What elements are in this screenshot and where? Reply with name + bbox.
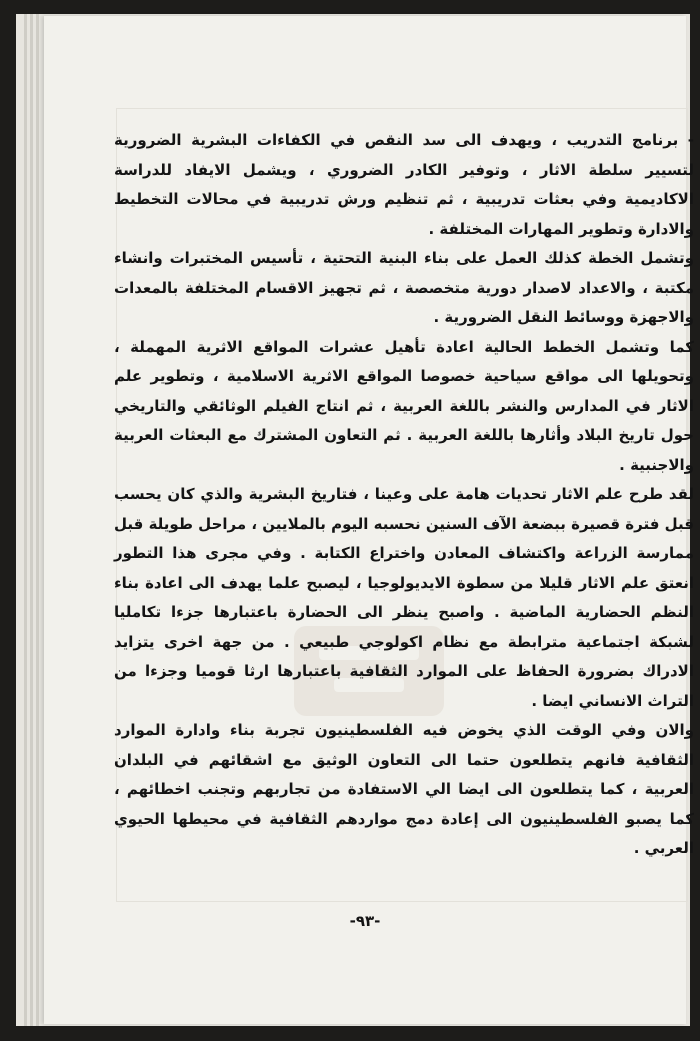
paragraph: والان وفي الوقت الذي يخوض فيه الفلسطينيون تجربة بناء وادارة الموارد الثقافية فانهم يتطلعون حتما الى التعاون الوثيق مع اشقائهم في البلدان العربية ، كما يتطلعون الى ايضا الي الاستفادة من تجاربهم وتجنب اخطائهم ، كما يصبو الفلسطينيون الى إعادة دمج مواردهم الثقافية في محيطها الحيوي العربي . — [114, 721, 694, 857]
page-edge — [36, 14, 39, 1026]
paragraph: وتشمل الخطة كذلك العمل على بناء البنية التحتية ، تأسيس المختبرات وانشاء مكتبة ، والاعداد لاصدار دورية متخصصة ، ثم تجهيز الاقسام المختلفة بالمعدات والاجهزة ووسائط النقل الضرورية . — [114, 249, 694, 326]
page-number: -٩٣- — [349, 912, 381, 930]
body-text — [114, 126, 694, 864]
paragraph: لقد طرح علم الاثار تحديات هامة على وعينا ، فتاريخ البشرية والذي كان يحسب قبل فترة قصيرة ببضعة الآف السنين نحسبه اليوم بالملايين ، مراحل طويلة قبل ممارسة الزراعة واكتشاف المعادن واختراع الكتابة . وفي مجرى هذا التطور انعتق علم الاثار قليلا من سطوة الايديولوجيا ، ليصبح علما يهدف الى اعادة بناء النظم الحضارية الماضية . واصبح ينظر الى الحضارة باعتبارها جزءا تكامليا لشبكة اجتماعية مترابطة مع نظام اكولوجي طبيعي . من جهة اخرى يتزايد الادراك بضرورة الحفاظ على الموارد الثقافية باعتبارها ارثا قوميا وجزءا من التراث الانساني ايضا . — [114, 485, 694, 710]
page-edge — [24, 14, 27, 1026]
page-edge — [30, 14, 33, 1026]
book-page — [44, 16, 694, 1024]
paragraph: كما وتشمل الخطط الحالية اعادة تأهيل عشرات المواقع الاثرية المهملة ، وتحويلها الى مواقع سياحية خصوصا المواقع الاثرية الاسلامية ، وتطوير علم الاثار في المدارس والنشر باللغة العربية ، ثم انتاج الفيلم الوثائقي والتاريخي حول تاريخ البلاد وأثارها باللغة العربية . ثم التعاون المشترك مع البعثات العربية والاجنبية . — [114, 337, 694, 474]
paragraph: - برنامج التدريب ، ويهدف الى سد النقص في الكفاءات البشرية الضرورية لتسيير سلطة الاثار ، وتوفير الكادر الضروري ، ويشمل الايفاد للدراسة الاكاديمية وفي بعثات تدريبية ، ثم تنظيم ورش تدريبية في محالات التخطيط والادارة وتطوير المهارات المختلفة . — [114, 131, 694, 238]
